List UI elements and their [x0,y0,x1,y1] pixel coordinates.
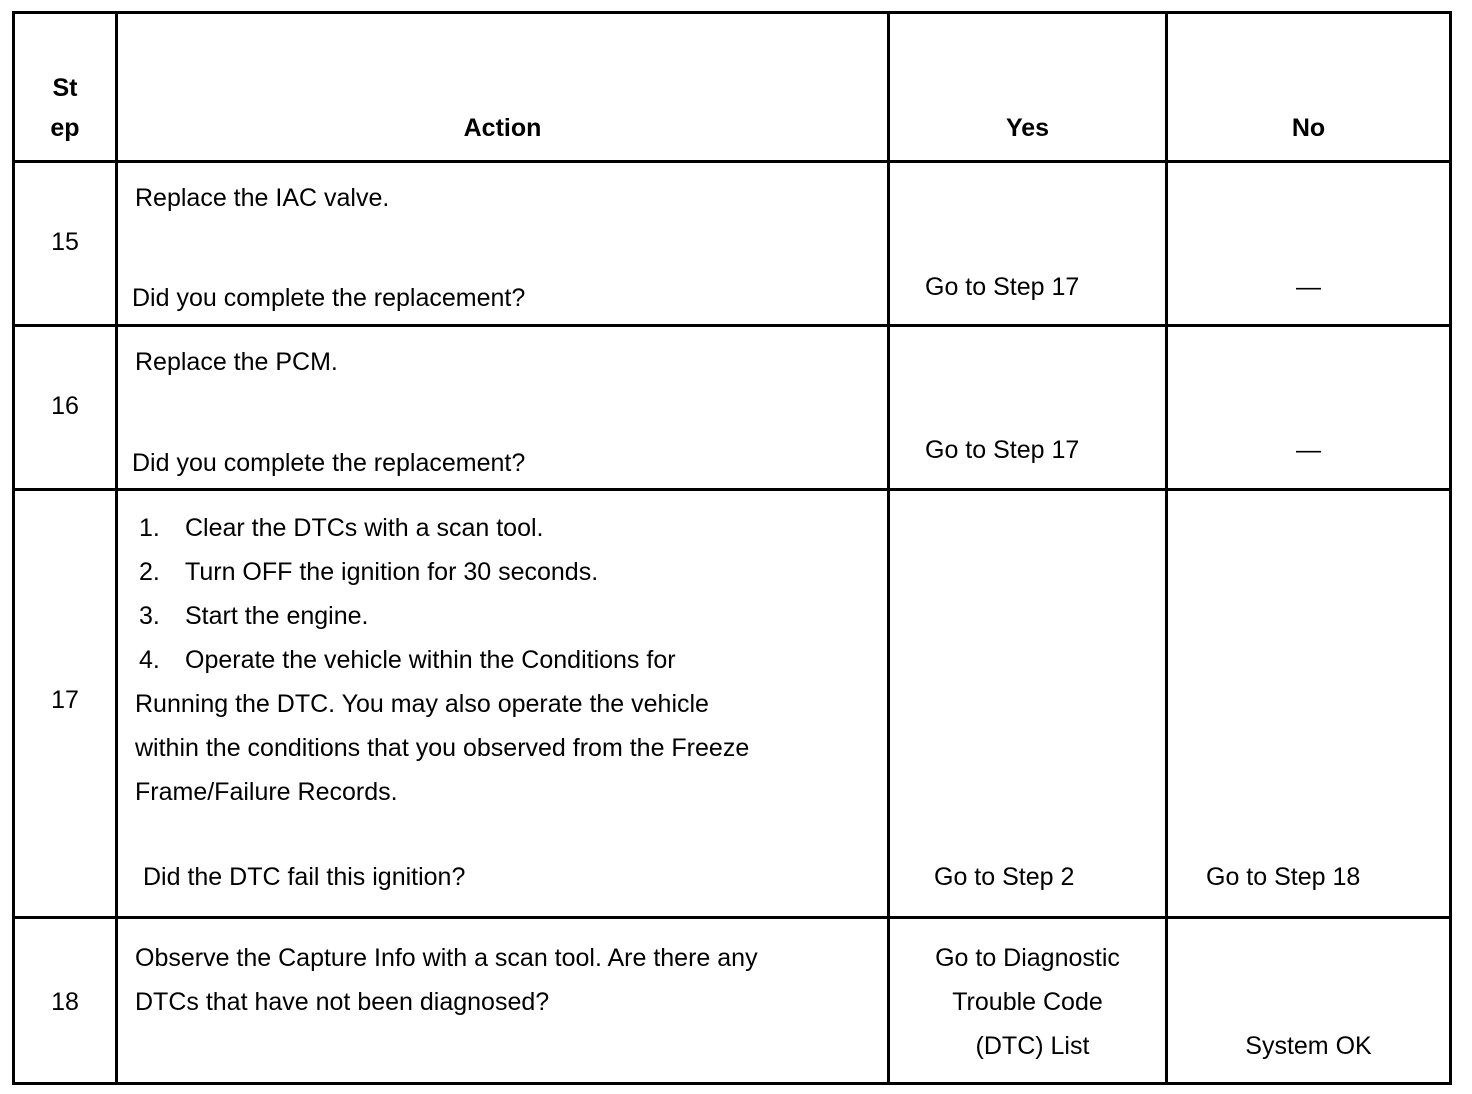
list-item [135,594,749,638]
no-cell [1167,162,1451,326]
step-cell [14,326,117,490]
header-no [1167,13,1451,162]
no-cell [1167,490,1451,918]
list-item-text: Start the engine. [185,602,369,630]
action-question: Did the DTC fail this ignition? [143,863,466,891]
table-row [14,162,1451,326]
action-cell [117,326,889,490]
yes-cell [889,918,1167,1084]
header-yes [889,13,1167,162]
list-item [135,506,749,550]
table-row [14,326,1451,490]
step-cell [14,490,117,918]
list-item-number: 3. [139,602,160,630]
action-text: Replace the IAC valve. [135,184,390,212]
table-row [14,490,1451,918]
header-step-line1: St [52,74,78,102]
list-continuation: within the conditions that you observed from the Freeze [135,734,750,762]
header-yes-label: Yes [1005,114,1050,142]
step-number: 16 [51,392,79,420]
list-item-number: 2. [139,558,160,586]
no-cell [1167,918,1451,1084]
action-cell [117,162,889,326]
yes-cell [889,162,1167,326]
list-item-text: Clear the DTCs with a scan tool. [185,514,544,542]
action-text: Replace the PCM. [135,348,338,376]
yes-text: Go to Step 2 [934,863,1075,891]
header-action [117,13,889,162]
header-step [14,13,117,162]
list-item-text: Operate the vehicle within the Conditions for [185,646,676,674]
list-item [135,550,749,594]
yes-text: Go to Step 17 [925,273,1080,301]
header-step-line2: ep [50,114,80,142]
yes-text: (DTC) List [975,1032,1090,1060]
header-action-label: Action [463,114,542,142]
step-number: 17 [51,686,79,714]
no-text: — [1296,436,1321,464]
action-cell [117,918,889,1084]
table-row [14,918,1451,1084]
no-text: Go to Step 18 [1206,863,1361,891]
action-cell [117,490,889,918]
action-text: Observe the Capture Info with a scan tool. Are there any [135,944,758,972]
action-question: Did you complete the replacement? [132,449,526,477]
yes-text: Go to Diagnostic [935,944,1120,972]
action-text: DTCs that have not been diagnosed? [135,988,550,1016]
list-item-text: Turn OFF the ignition for 30 seconds. [185,558,599,586]
yes-text: Trouble Code [952,988,1103,1016]
list-item [135,638,749,682]
action-question: Did you complete the replacement? [132,284,526,312]
no-text: — [1296,273,1321,301]
yes-text: Go to Step 17 [925,436,1080,464]
list-item-number: 1. [139,514,160,542]
no-text: System OK [1245,1032,1372,1060]
header-no-label: No [1291,114,1326,142]
step-number: 18 [51,988,79,1016]
diagnostic-table [12,11,1452,1085]
yes-cell [889,326,1167,490]
step-number: 15 [51,228,79,256]
list-continuation: Frame/Failure Records. [135,778,398,806]
step-cell [14,162,117,326]
yes-cell [889,490,1167,918]
list-item-number: 4. [139,646,160,674]
list-continuation: Running the DTC. You may also operate the vehicle [135,690,709,718]
step-cell [14,918,117,1084]
header-row [14,13,1451,162]
no-cell [1167,326,1451,490]
action-step-list [135,506,749,814]
